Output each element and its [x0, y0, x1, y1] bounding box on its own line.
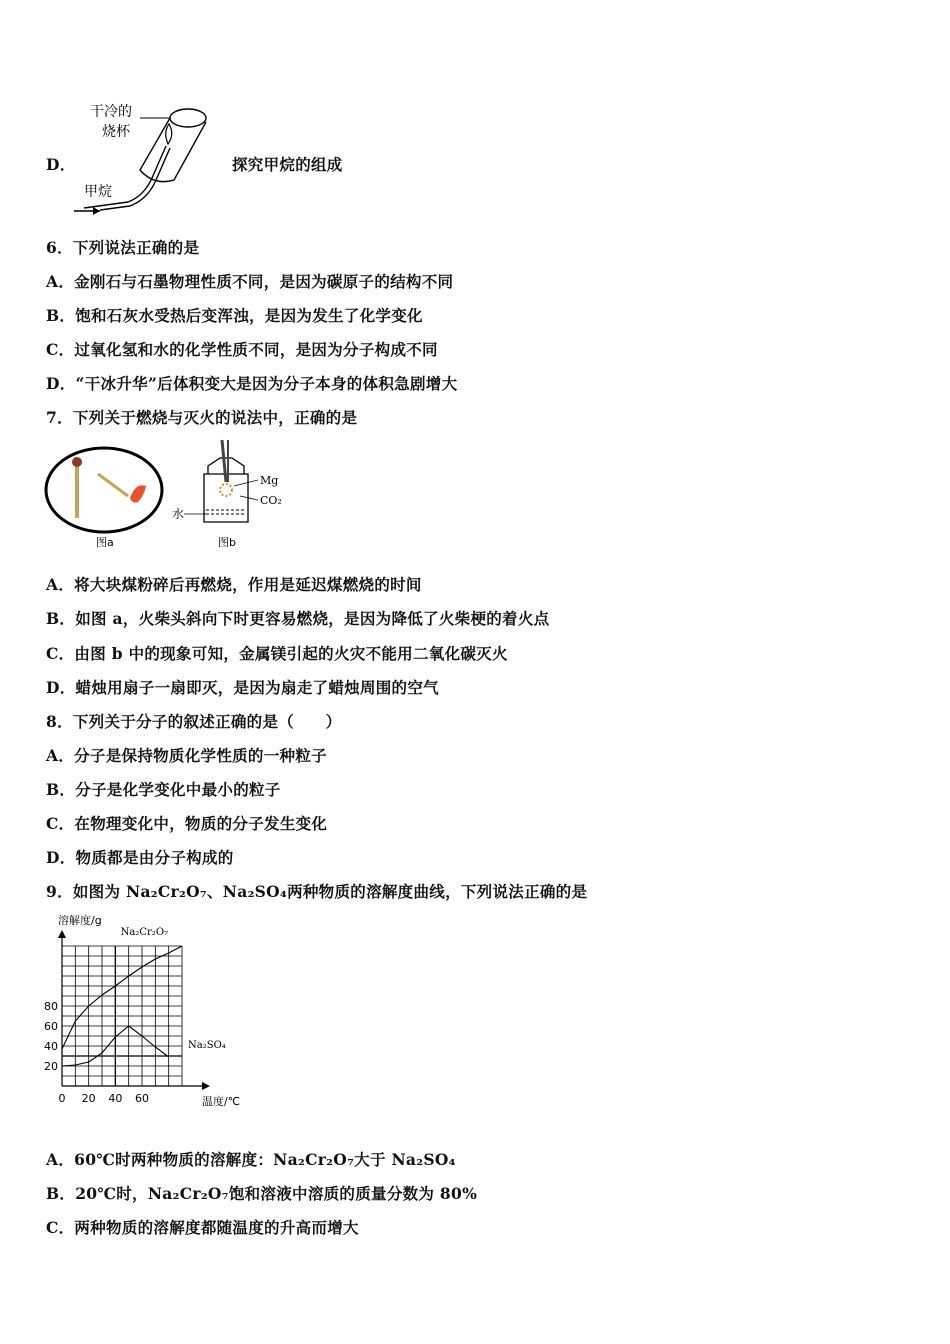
- burning-mg: [220, 484, 232, 496]
- q9-option-a: [46, 1148, 456, 1170]
- q9-option-a-prefix: A．60℃时两种物质的溶解度：: [46, 1150, 274, 1169]
- x-axis-label: 温度/℃: [202, 1095, 240, 1108]
- water-label: 水: [172, 507, 185, 521]
- q9-formula-2: Na₂SO₄: [222, 882, 288, 901]
- arrow-icon: [93, 207, 100, 215]
- flame-icon: [130, 485, 146, 502]
- x-tick-label: 60: [135, 1092, 149, 1105]
- q9-formula-1: Na₂Cr₂O₇: [125, 882, 207, 901]
- y-tick-label: 60: [44, 1020, 58, 1033]
- mg-label: Mg: [260, 474, 279, 487]
- match-slanted: [98, 474, 128, 496]
- beaker-body: [140, 118, 206, 182]
- co2-label: CO₂: [260, 494, 282, 507]
- x-tick-label: 0: [58, 1092, 66, 1105]
- fig-a-caption: 图a: [96, 536, 114, 549]
- q7-stem: 7．下列关于燃烧与灭火的说法中，正确的是: [46, 408, 358, 427]
- q9-stem: [46, 880, 587, 902]
- q7-option-d: D．蜡烛用扇子一扇即灭，是因为扇走了蜡烛周围的空气: [46, 678, 439, 697]
- q6-option-d: D．“干冰升华”后体积变大是因为分子本身的体积急剧增大: [46, 374, 458, 393]
- match-vertical-head: [72, 457, 82, 467]
- tongs: [222, 440, 226, 482]
- flame-icon: [166, 124, 172, 144]
- q9-stem-mid: 、: [206, 882, 223, 901]
- beaker-label-1: 干冷的: [90, 104, 132, 120]
- q9-option-a-formula-1: Na₂Cr₂O₇: [273, 1150, 355, 1169]
- q6-option-c: C．过氧化氢和水的化学性质不同，是因为分子构成不同: [46, 340, 438, 359]
- q9-option-b-prefix: B．20℃时，: [46, 1184, 148, 1203]
- methane-burner-figure: [70, 98, 220, 220]
- q6-stem: 6．下列说法正确的是: [46, 238, 200, 257]
- q9-option-a-mid: 大于: [354, 1150, 392, 1169]
- q9-option-b: [46, 1182, 477, 1204]
- q9-stem-suffix: 两种物质的溶解度曲线，下列说法正确的是: [287, 882, 588, 901]
- combustion-figures: [44, 438, 304, 550]
- q8-option-a: A．分子是保持物质化学性质的一种粒子: [46, 746, 327, 765]
- q5-option-d-label: D．: [46, 155, 76, 174]
- q8-option-c: C．在物理变化中，物质的分子发生变化: [46, 814, 328, 833]
- series-label-na2so4: Na₂SO₄: [188, 1040, 226, 1051]
- q9-option-a-formula-2: Na₂SO₄: [391, 1150, 456, 1169]
- y-axis-arrow-icon: [58, 930, 66, 938]
- fig-b-caption: 图b: [218, 536, 236, 549]
- y-tick-label: 40: [44, 1040, 58, 1053]
- series-line-na2cr2o7: [62, 946, 182, 1049]
- q8-option-b: B．分子是化学变化中最小的粒子: [46, 780, 281, 799]
- q7-option-c: C．由图 b 中的现象可知，金属镁引起的火灾不能用二氧化碳灭火: [46, 644, 508, 663]
- methane-label: 甲烷: [84, 184, 112, 200]
- y-tick-label: 80: [44, 1000, 58, 1013]
- q7-option-b: B．如图 a，火柴头斜向下时更容易燃烧，是因为降低了火柴梗的着火点: [46, 609, 550, 628]
- x-tick-label: 20: [81, 1092, 96, 1105]
- solubility-chart: [40, 908, 240, 1134]
- q8-option-d: D．物质都是由分子构成的: [46, 848, 234, 867]
- x-axis-arrow-icon: [202, 1082, 210, 1090]
- q6-option-a: A．金刚石与石墨物理性质不同，是因为碳原子的结构不同: [46, 272, 454, 291]
- q9-option-c: C．两种物质的溶解度都随温度的升高而增大: [46, 1218, 359, 1237]
- q7-option-a: A．将大块煤粉碎后再燃烧，作用是延迟煤燃烧的时间: [46, 575, 422, 594]
- q6-option-b: B．饱和石灰水受热后变浑浊，是因为发生了化学变化: [46, 306, 423, 325]
- q5-option-d-text: 探究甲烷的组成: [232, 155, 343, 174]
- q9-option-b-formula: Na₂Cr₂O₇: [147, 1184, 229, 1203]
- q9-stem-prefix: 9．如图为: [46, 882, 126, 901]
- x-tick-label: 40: [108, 1092, 123, 1105]
- q8-stem: 8．下列关于分子的叙述正确的是（ ）: [46, 712, 342, 731]
- beaker-label-2: 烧杯: [102, 124, 130, 140]
- q9-option-b-suffix: 饱和溶液中溶质的质量分数为 80%: [228, 1184, 478, 1203]
- series-label-na2cr2o7: Na₂Cr₂O₇: [120, 927, 169, 938]
- y-tick-label: 20: [44, 1060, 58, 1073]
- y-axis-label: 溶解度/g: [58, 914, 102, 927]
- beaker-rim: [170, 109, 206, 127]
